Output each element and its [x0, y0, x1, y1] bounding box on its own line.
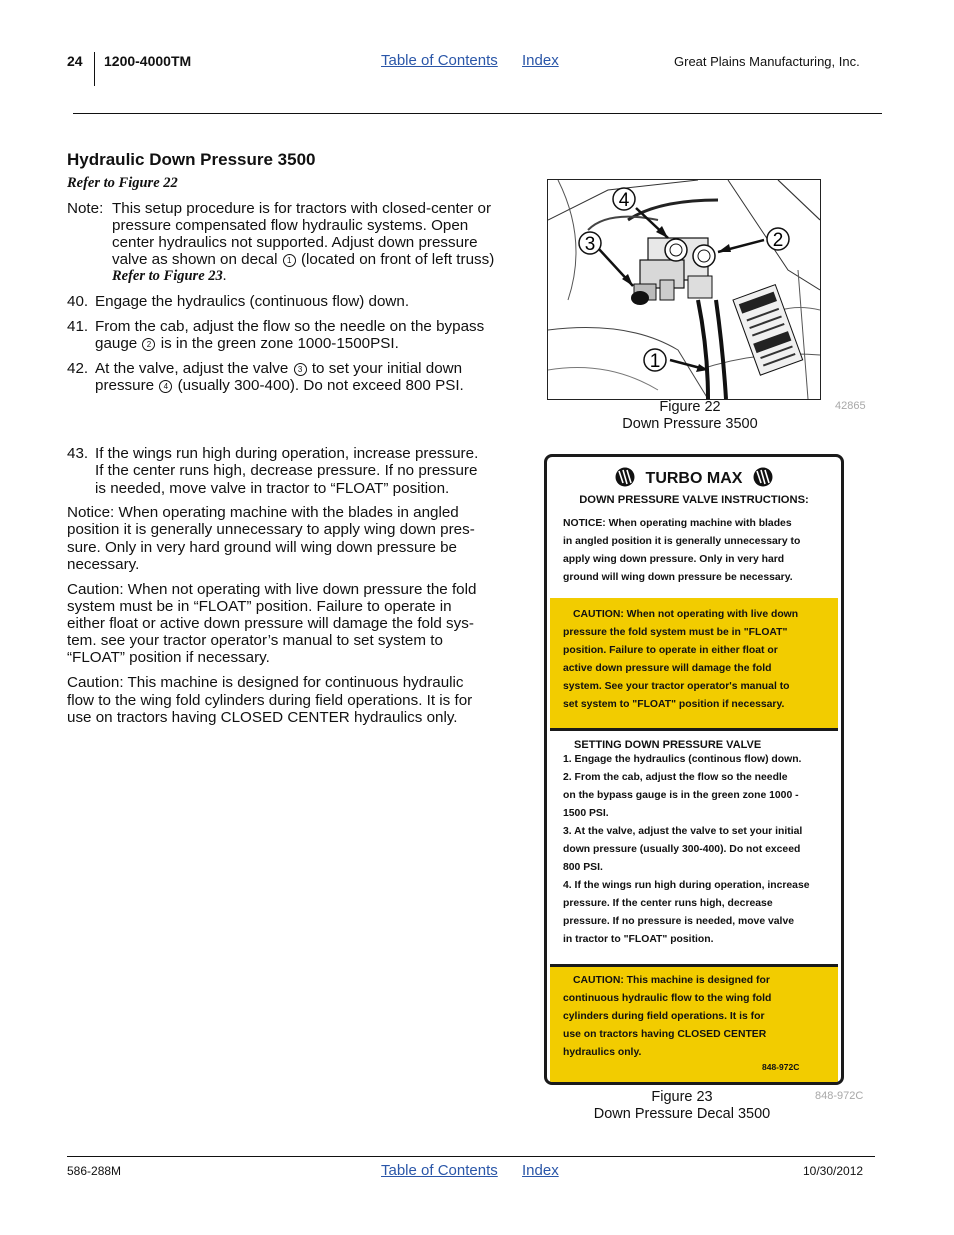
figure-23-caption-label: Figure 23 [651, 1089, 713, 1105]
step-43-line-3: is needed, move valve in tractor to “FLOAT” position. [95, 480, 450, 497]
decal-setting-1: 1. Engage the hydraulics (continous flow) down. [563, 754, 802, 765]
footer-rule [67, 1156, 875, 1157]
decal-setting-9: pressure. If the center runs high, decrease [563, 898, 773, 909]
step-41-line-2a: gauge [95, 335, 138, 352]
callout-marker-4: 4 [159, 380, 172, 393]
page-number: 24 [67, 53, 83, 69]
figure-23-id: 848-972C [815, 1090, 864, 1102]
caution-1-line-4: tem. see your tractor operator’s manual to set system to [67, 632, 443, 649]
caution-1-line-2: system must be in “FLOAT” position. Failure to operate in [67, 598, 452, 615]
step-42-line-2 [95, 377, 464, 394]
section-title: Hydraulic Down Pressure 3500 [67, 150, 316, 169]
callout-2: 2 [772, 230, 784, 251]
header-rule [73, 113, 882, 114]
step-42-number: 42. [67, 360, 89, 377]
decal-caution-2-2: continuous hydraulic flow to the wing fold [563, 993, 772, 1004]
note-line-2: pressure compensated flow hydraulic systems. Open [112, 217, 469, 234]
turbo-max-logo-icon [613, 467, 637, 487]
footer-toc-link[interactable]: Table of Contents [381, 1162, 498, 1179]
figure-22-id: 42865 [835, 400, 866, 412]
step-42-line-2b: (usually 300-400). Do not exceed 800 PSI. [177, 377, 464, 394]
footer-doc-number: 586-288M [67, 1164, 122, 1178]
step-42-line-1b: to set your initial down [311, 360, 463, 377]
notice-line-4: necessary. [67, 556, 140, 573]
step-40-number: 40. [67, 293, 89, 310]
callout-marker-3: 3 [294, 363, 307, 376]
notice-line-1: Notice: When operating machine with the blades in angled [67, 504, 459, 521]
company-name: Great Plains Manufacturing, Inc. [674, 54, 860, 69]
turbo-max-logo-icon-right [751, 467, 775, 487]
figure-23-caption-title: Down Pressure Decal 3500 [593, 1106, 771, 1122]
notice-line-2: position it is generally unnecessary to apply wing down pres- [67, 521, 475, 538]
decal-notice-3: apply wing down pressure. Only in very hard [563, 554, 785, 565]
note-label: Note: [67, 200, 104, 217]
refer-figure-23: Refer to Figure 23 [112, 268, 223, 284]
decal-setting-5: 3. At the valve, adjust the valve to set your initial [563, 826, 803, 837]
decal-caution-2-1: CAUTION: This machine is designed for [573, 975, 770, 986]
decal-setting-6: down pressure (usually 300-400). Do not exceed [563, 844, 801, 855]
caution-2-line-2: flow to the wing fold cylinders during field operations. It is for [67, 692, 473, 709]
decal-setting-11: in tractor to "FLOAT" position. [563, 934, 714, 945]
step-42-line-1a: At the valve, adjust the valve [95, 360, 289, 377]
decal-caution-2-5: hydraulics only. [563, 1047, 642, 1058]
caution-1-line-1: Caution: When not operating with live down pressure the fold [67, 581, 477, 598]
step-41-line-2 [95, 335, 399, 352]
decal-heading: DOWN PRESSURE VALVE INSTRUCTIONS: [579, 494, 809, 506]
note-line-3: center hydraulics not supported. Adjust down pressure [112, 234, 478, 251]
callout-3: 3 [584, 234, 596, 255]
decal-setting-4: 1500 PSI. [563, 808, 609, 819]
decal-setting-2: 2. From the cab, adjust the flow so the needle [563, 772, 788, 783]
decal-setting-7: 800 PSI. [563, 862, 603, 873]
decal-caution-1-3: position. Failure to operate in either float or [563, 645, 778, 656]
decal-brand-name: TURBO MAX [645, 470, 743, 487]
note-line-4b: (located on front of left truss) [300, 251, 495, 268]
refer-figure-22: Refer to Figure 22 [67, 175, 178, 191]
step-42-line-2a: pressure [95, 377, 155, 394]
step-41-line-2b: is in the green zone 1000-1500PSI. [160, 335, 399, 352]
decal-caution-2-4: use on tractors having CLOSED CENTER [563, 1029, 767, 1040]
decal-caution-1-5: system. See your tractor operator's manual to [563, 681, 790, 692]
decal-notice-2: in angled position it is generally unnecessary to [563, 536, 801, 547]
note-refer-end: . [222, 268, 227, 284]
step-43-number: 43. [67, 445, 89, 462]
step-40-text: Engage the hydraulics (continuous flow) down. [95, 293, 410, 310]
decal-caution-1-1: CAUTION: When not operating with live down [573, 609, 799, 620]
decal-caution-1-2: pressure the fold system must be in "FLOAT" [563, 627, 788, 638]
step-43-line-2: If the center runs high, decrease pressure. If no pressure [95, 462, 478, 479]
decal-setting-divider-top [550, 728, 838, 731]
figure-22-photo [547, 179, 821, 400]
callout-marker-1: 1 [283, 254, 296, 267]
header-toc-link[interactable]: Table of Contents [381, 52, 498, 69]
decal [544, 454, 844, 1085]
header-divider [94, 52, 95, 86]
callout-1: 1 [649, 351, 661, 372]
step-43-line-1: If the wings run high during operation, increase pressure. [95, 445, 479, 462]
header-index-link[interactable]: Index [522, 52, 559, 69]
caution-1-line-5: “FLOAT” position if necessary. [67, 649, 270, 666]
decal-caution-1-6: set system to "FLOAT" position if necessary. [563, 699, 785, 710]
note-line-4a: valve as shown on decal [112, 251, 278, 268]
decal-setting-heading: SETTING DOWN PRESSURE VALVE [574, 739, 762, 751]
decal-brand [547, 467, 841, 488]
step-42-line-1 [95, 360, 462, 377]
figure-22-caption-label: Figure 22 [659, 399, 721, 415]
doc-code: 1200-4000TM [104, 53, 192, 69]
decal-caution-2-3: cylinders during field operations. It is for [563, 1011, 765, 1022]
decal-setting-10: pressure. If no pressure is needed, move valve [563, 916, 795, 927]
decal-setting-8: 4. If the wings run high during operation, increase [563, 880, 810, 891]
notice-line-3: sure. Only in very hard ground will wing down pressure be [67, 539, 458, 556]
decal-part-number: 848-972C [762, 1062, 800, 1072]
footer-date: 10/30/2012 [803, 1164, 864, 1178]
step-41-line-1: From the cab, adjust the flow so the needle on the bypass [95, 318, 485, 335]
caution-2-line-1: Caution: This machine is designed for continuous hydraulic [67, 674, 464, 691]
valve-assembly-illustration [548, 180, 820, 399]
footer-index-link[interactable]: Index [522, 1162, 559, 1179]
caution-2-line-3: use on tractors having CLOSED CENTER hydraulics only. [67, 709, 458, 726]
decal-caution-1-4: active down pressure will damage the fold [563, 663, 772, 674]
note-line-4 [112, 251, 494, 268]
note-refer [112, 268, 226, 285]
caution-1-line-3: either float or active down pressure will damage the fold sys- [67, 615, 474, 632]
callout-4: 4 [618, 190, 630, 211]
figure-22-caption-title: Down Pressure 3500 [622, 416, 758, 432]
step-41-number: 41. [67, 318, 89, 335]
decal-notice-4: ground will wing down pressure be necessary. [563, 572, 793, 583]
note-line-1: This setup procedure is for tractors with closed-center or [112, 200, 491, 217]
decal-setting-3: on the bypass gauge is in the green zone 1000 - [563, 790, 799, 801]
callout-marker-2: 2 [142, 338, 155, 351]
decal-notice-1: NOTICE: When operating machine with blades [563, 518, 792, 529]
